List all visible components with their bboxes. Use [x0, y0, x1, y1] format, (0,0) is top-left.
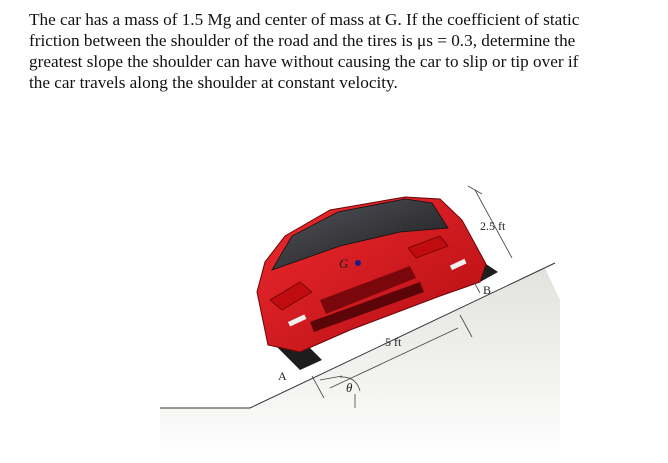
angle-theta-label: θ [346, 380, 353, 395]
point-a-label: A [278, 369, 287, 383]
point-b-marker [474, 282, 491, 297]
problem-line-4: the car travels along the shoulder at constant velocity. [29, 73, 398, 92]
problem-line-1: The car has a mass of 1.5 Mg and center of mass at G. If the coefficient of static [29, 10, 580, 29]
width-dimension-label: 5 ft [385, 335, 402, 349]
center-g-label: G [339, 256, 349, 271]
problem-line-3: greatest slope the shoulder can have without causing the car to slip or tip over if [29, 52, 579, 71]
height-dimension-label: 2.5 ft [480, 219, 506, 233]
point-a-marker [278, 369, 287, 383]
problem-line-2: friction between the shoulder of the road and the tires is μs = 0.3, determine the [29, 31, 576, 50]
point-b-label: B [483, 283, 492, 297]
